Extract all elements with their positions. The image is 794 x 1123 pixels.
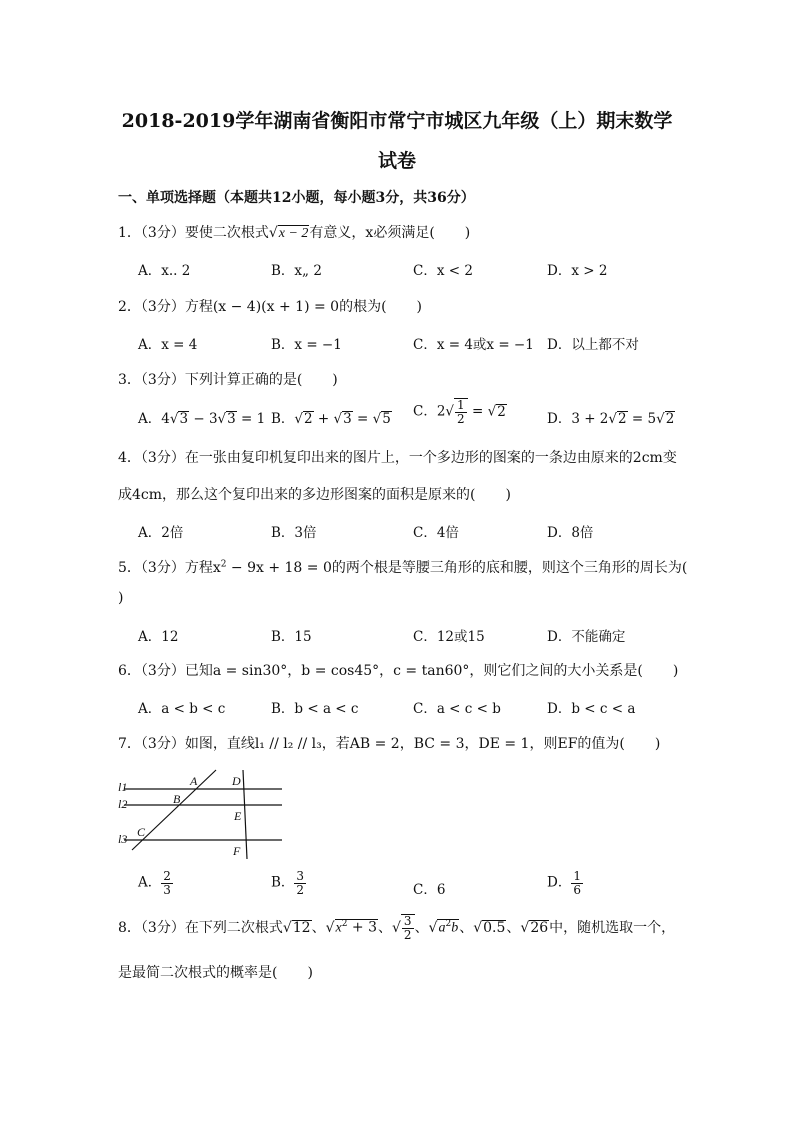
q4-option-d: D．8倍 <box>547 525 594 541</box>
q6-option-d: D．b < c < a <box>547 701 636 717</box>
q3-option-a: A．4√3 − 3√3 = 1 <box>138 411 266 427</box>
q2-option-b: B．x = −1 <box>271 337 342 353</box>
q2-option-c: C．x = 4或x = −1 <box>413 337 534 353</box>
question-1: 1．（3分）要使二次根式√x − 2有意义，x必须满足( ) <box>118 225 471 241</box>
question-4-line1: 4．（3分）在一张由复印机复印出来的图片上，一个多边形的图案的一条边由原来的2cm变 <box>118 450 677 466</box>
q3-option-b: B．√2 + √3 = √5 <box>271 411 391 427</box>
transversal-def <box>243 770 247 859</box>
label-l1: l1 <box>118 780 128 794</box>
label-l2: l2 <box>118 797 128 811</box>
q3-option-c: C．2√ $\frac{1}{2}$ = √2 <box>413 398 506 426</box>
question-8-line2: 是最简二次根式的概率是( ) <box>118 965 313 981</box>
label-d: D <box>232 774 241 788</box>
q5-option-d: D．不能确定 <box>547 629 626 645</box>
question-5-line1: 5．（3分）方程$x^2 - 9x + 18 = 0$的两个根是等腰三角形的底和腰，则这个三角形的周长为( <box>118 559 688 576</box>
q1-option-b: B．x„ 2 <box>271 263 322 279</box>
question-1-radicand: x − 2 <box>278 226 309 241</box>
q1-option-a: A．x.. 2 <box>138 263 191 279</box>
question-5-line2: ) <box>118 590 124 606</box>
question-4-line2: 成4cm，那么这个复印出来的多边形图案的面积是原来的( ) <box>118 487 511 503</box>
q1-option-d: D．x > 2 <box>547 263 608 279</box>
question-3: 3．（3分）下列计算正确的是( ) <box>118 372 338 388</box>
q5-option-a: A．12 <box>138 629 179 645</box>
label-b: B <box>173 792 181 806</box>
q4-option-a: A．2倍 <box>138 525 184 541</box>
q4-option-b: B．3倍 <box>271 525 317 541</box>
sqrt-icon: √ <box>268 225 278 241</box>
parallel-lines-figure <box>112 766 292 864</box>
q5-option-b: B．15 <box>271 629 312 645</box>
q2-option-d: D．以上都不对 <box>547 337 639 353</box>
question-1-prefix: 1．（3分）要使二次根式 <box>118 225 269 241</box>
page-title-line2: 试卷 <box>377 150 416 172</box>
label-a: A <box>190 774 198 788</box>
question-1-suffix: 有意义，x必须满足( <box>309 225 435 241</box>
q5-option-c: C．12或15 <box>413 629 485 645</box>
q6-option-c: C．a < c < b <box>413 701 501 717</box>
question-7: 7．（3分）如图，直线l₁ // l₂ // l₃，若AB = 2，BC = 3，DE = 1，则EF的值为( ) <box>118 736 661 752</box>
label-f: F <box>233 844 241 858</box>
q6-option-a: A．a < b < c <box>138 701 226 717</box>
q4-option-c: C．4倍 <box>413 525 459 541</box>
q7-option-c: C．6 <box>413 882 446 898</box>
q6-option-b: B．b < a < c <box>271 701 359 717</box>
q7-option-a: A． $\frac{2}{3}$ <box>138 869 171 897</box>
label-l3: l3 <box>118 832 128 846</box>
q2-option-a: A．x = 4 <box>138 337 198 353</box>
page-title: 2018-2019学年湖南省衡阳市常宁市城区九年级（上）期末数学 <box>121 110 673 132</box>
label-e: E <box>234 809 242 823</box>
q7-option-d: D． $\frac{1}{6}$ <box>547 869 581 897</box>
q1-option-c: C．x < 2 <box>413 263 473 279</box>
question-8-line1: 8．（3分）在下列二次根式√12、$√x^2 + 3$、√ $\frac{3}{2}$ 、$√a^2b$、√0.5、√26中，随机选取一个， <box>118 914 676 942</box>
q7-option-b: B． $\frac{3}{2}$ <box>271 869 305 897</box>
q3-option-d: D．3 + 2√2 = 5√2 <box>547 411 675 427</box>
question-6: 6．（3分）已知a = sin30°，b = cos45°，c = tan60°，则它们之间的大小关系是( ) <box>118 663 679 679</box>
label-c: C <box>137 825 146 839</box>
section-heading: 一、单项选择题（本题共12小题，每小题3分，共36分） <box>118 190 475 206</box>
question-2: 2．（3分）方程(x − 4)(x + 1) = 0的根为( ) <box>118 299 422 315</box>
